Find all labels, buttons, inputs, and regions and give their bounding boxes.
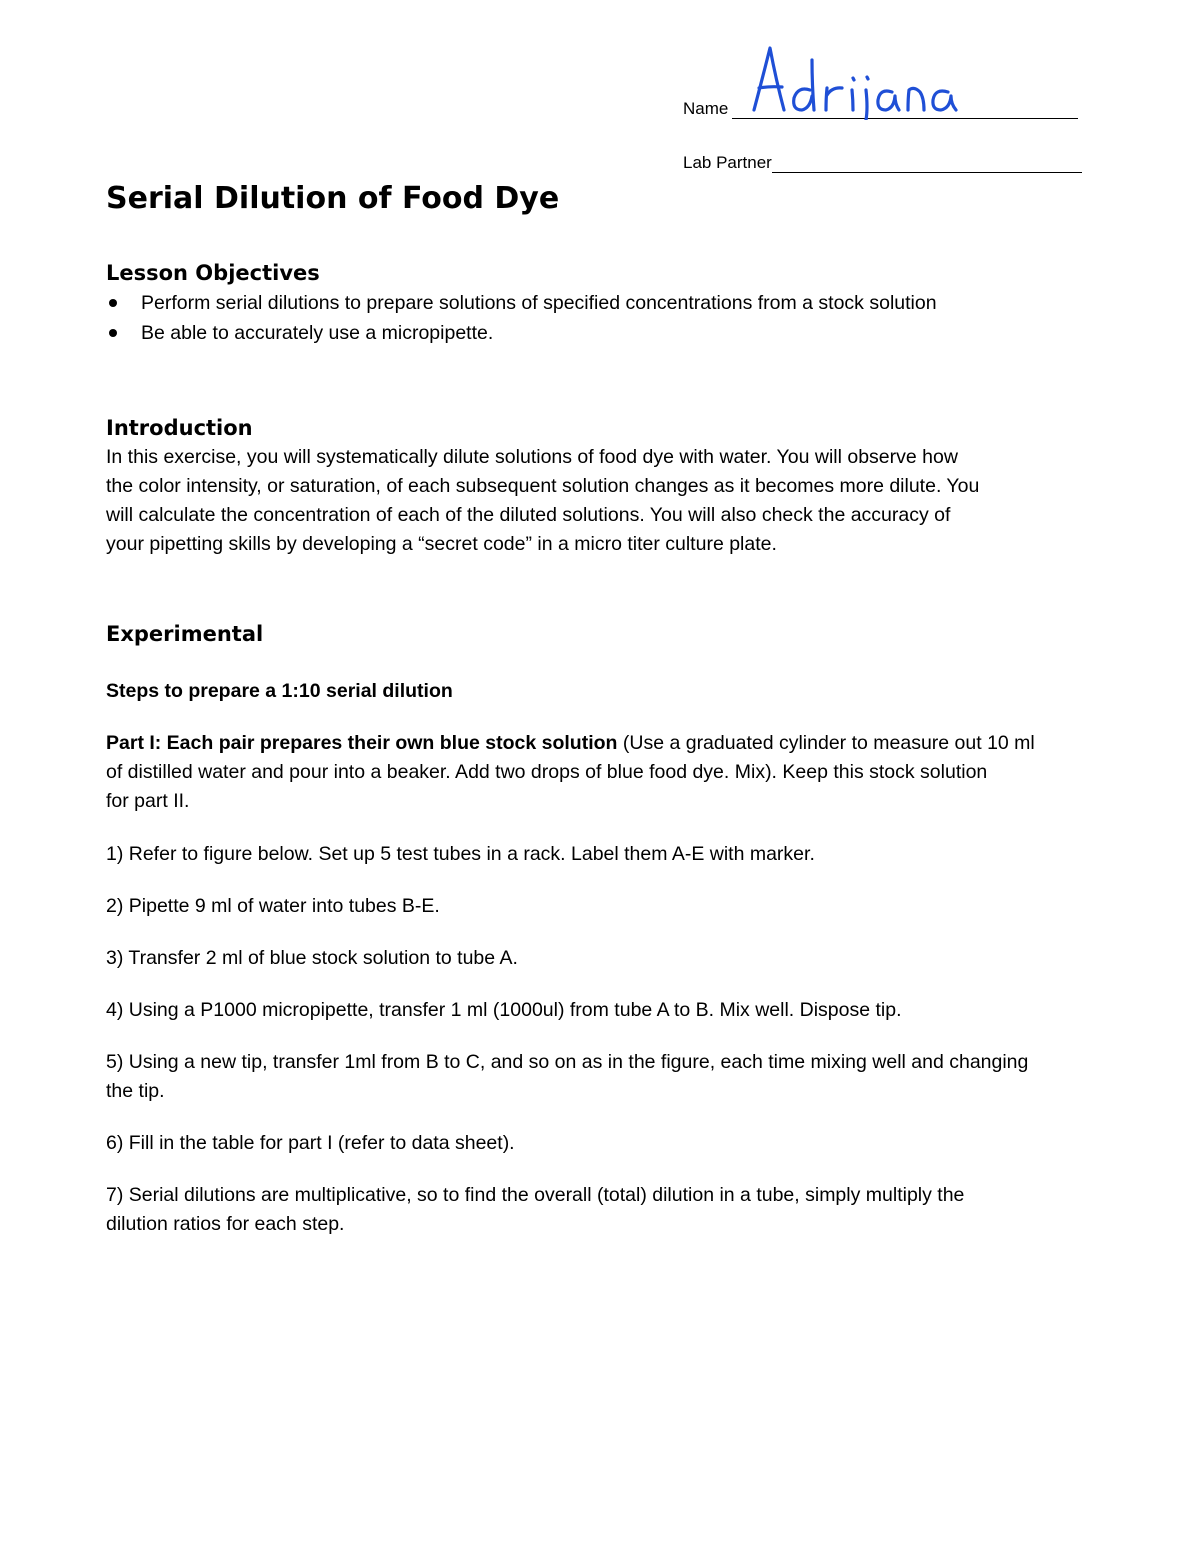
step-6: 6) Fill in the table for part I (refer to data sheet). bbox=[106, 1132, 515, 1154]
step-7: 7) Serial dilutions are multiplicative, so to find the overall (total) dilution in a tube, simply multiply the dilution ratios for each step. bbox=[106, 1184, 965, 1235]
name-label: Name bbox=[683, 99, 729, 118]
experimental-heading: Experimental bbox=[106, 622, 264, 646]
experimental-subheading: Steps to prepare a 1:10 serial dilution bbox=[106, 680, 453, 702]
step-2: 2) Pipette 9 ml of water into tubes B-E. bbox=[106, 895, 440, 917]
list-item: Be able to accurately use a micropipette. bbox=[106, 318, 1096, 348]
bullet-icon bbox=[109, 299, 117, 307]
handwritten-signature bbox=[732, 40, 972, 120]
introduction-paragraph: In this exercise, you will systematically dilute solutions of food dye with water. You will observe how the color intensity, or saturation, of each subsequent solution changes as it becomes more dilute. You will calculate the concentration of each of the diluted solutions. You will also check the accuracy of your pipetting skills by developing a “secret code” in a micro titer culture plate. bbox=[106, 446, 980, 555]
objectives-section bbox=[106, 258, 1096, 348]
page-title: Serial Dilution of Food Dye bbox=[106, 181, 560, 216]
experimental-section bbox=[106, 619, 1096, 649]
lab-partner-field bbox=[683, 152, 1082, 173]
bullet-icon bbox=[109, 329, 117, 337]
objectives-heading: Lesson Objectives bbox=[106, 261, 320, 285]
name-field bbox=[683, 98, 1078, 119]
introduction-section bbox=[106, 413, 1096, 559]
name-line[interactable] bbox=[732, 98, 1078, 119]
step-3: 3) Transfer 2 ml of blue stock solution to tube A. bbox=[106, 947, 518, 969]
objectives-list bbox=[106, 288, 1096, 348]
step-1: 1) Refer to figure below. Set up 5 test tubes in a rack. Label them A-E with marker. bbox=[106, 843, 815, 865]
introduction-heading: Introduction bbox=[106, 416, 253, 440]
part1-paragraph: Part I: Each pair prepares their own blue stock solution (Use a graduated cylinder to measure out 10 ml of distilled water and pour into a beaker. Add two drops of blue food dye. Mix). Keep this stock solution for part II. bbox=[106, 732, 1035, 812]
lab-partner-label: Lab Partner bbox=[683, 153, 772, 172]
step-5: 5) Using a new tip, transfer 1ml from B to C, and so on as in the figure, each time mixing well and changing the tip. bbox=[106, 1051, 1029, 1102]
list-item: Perform serial dilutions to prepare solutions of specified concentrations from a stock solution bbox=[106, 288, 1096, 318]
lab-partner-line[interactable] bbox=[772, 152, 1082, 173]
step-4: 4) Using a P1000 micropipette, transfer 1 ml (1000ul) from tube A to B. Mix well. Dispose tip. bbox=[106, 999, 902, 1021]
